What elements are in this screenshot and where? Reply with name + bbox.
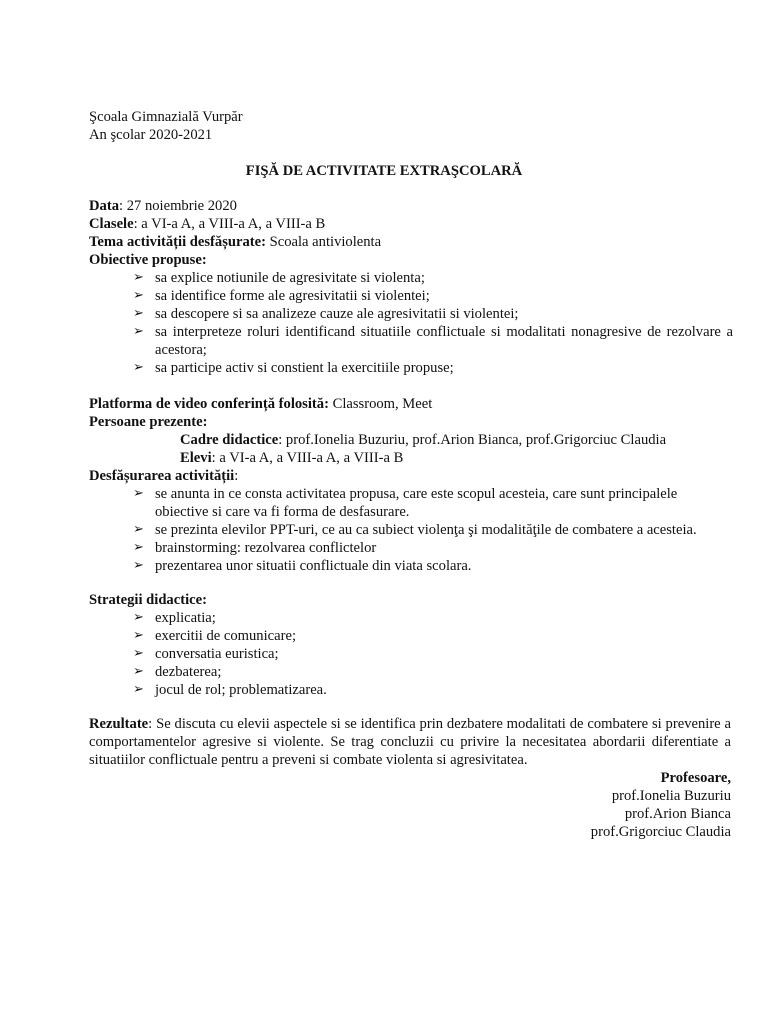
list-item: ➢ sa descopere si sa analizeze cauze ale agresivitatii si violentei; [133, 306, 519, 322]
arrow-bullet-icon: ➢ [133, 522, 144, 537]
signature-block [89, 769, 731, 841]
school-name: Şcoala Gimnazială Vurpăr [89, 109, 243, 125]
platform-line [89, 395, 731, 413]
students-value: : a VI-a A, a VIII-a A, a VIII-a B [211, 450, 404, 466]
arrow-bullet-icon: ➢ [133, 682, 144, 697]
signature-name: prof.Ionelia Buzuriu [611, 788, 731, 804]
date-line [89, 197, 731, 215]
theme-label: Tema activității desfășurate: [89, 234, 266, 250]
arrow-bullet-icon: ➢ [133, 324, 144, 339]
results-text: : Se discuta cu elevii aspectele si se identifica prin dezbatere modalitati de combatere si prevenire a comportamentelor agresive si violente. Se trag concluzii cu privire la necesitatea abordarii diferentiate a situatiilor conflictuale pentru a preveni si combate violenta si agresivitatea. [89, 716, 731, 768]
list-item: ➢ conversatia euristica; [133, 646, 279, 662]
platform-and-people [89, 395, 731, 575]
teachers-value: : prof.Ionelia Buzuriu, prof.Arion Bianca, prof.Grigorciuc Claudia [278, 432, 667, 448]
list-item: ➢ dezbaterea; [133, 664, 222, 680]
arrow-bullet-icon: ➢ [133, 558, 144, 573]
arrow-bullet-icon: ➢ [133, 270, 144, 285]
signature-name: prof.Grigorciuc Claudia [590, 824, 731, 840]
objectives-list [133, 269, 731, 377]
list-item: ➢ se anunta in ce consta activitatea propusa, care este scopul acesteia, care sunt principalele obiective si care va fi forma de desfasurare. [133, 486, 678, 520]
arrow-bullet-icon: ➢ [133, 610, 144, 625]
activity-info [89, 197, 731, 377]
arrow-bullet-icon: ➢ [133, 540, 144, 555]
teachers-line [89, 431, 731, 449]
document-title: FIŞĂ DE ACTIVITATE EXTRAŞCOLARĂ [245, 163, 523, 179]
list-item: ➢ sa participe activ si constient la exercitiile propuse; [133, 360, 454, 376]
school-year: An şcolar 2020-2021 [89, 127, 213, 143]
people-label: Persoane prezente: [89, 414, 208, 430]
strategies-label: Strategii didactice: [89, 592, 207, 608]
list-item: ➢ sa identifice forme ale agresivitatii si violentei; [133, 288, 430, 304]
arrow-bullet-icon: ➢ [133, 664, 144, 679]
results-paragraph [89, 715, 731, 769]
procedure-list [133, 485, 731, 575]
strategies-list [133, 609, 731, 699]
classes-line [89, 215, 731, 233]
list-item: ➢ explicatia; [133, 610, 216, 626]
school-header [89, 108, 731, 144]
arrow-bullet-icon: ➢ [133, 628, 144, 643]
students-line [89, 449, 731, 467]
list-item: ➢ sa explice notiunile de agresivitate si violenta; [133, 270, 425, 286]
classes-value: : a VI-a A, a VIII-a A, a VIII-a B [133, 216, 326, 232]
procedure-label: Desfășurarea activității [89, 468, 235, 484]
list-item: ➢ sa interpreteze roluri identificand situatiile conflictuale si modalitati nonagresive de rezolvare a acestora; [133, 324, 733, 358]
list-item: ➢ jocul de rol; problematizarea. [133, 682, 327, 698]
strategies-heading [89, 591, 731, 609]
signature-heading: Profesoare, [660, 770, 731, 786]
list-item: ➢ exercitii de comunicare; [133, 628, 296, 644]
theme-value: Scoala antiviolenta [265, 234, 382, 250]
teachers-label: Cadre didactice [180, 432, 279, 448]
classes-label: Clasele [89, 216, 134, 232]
date-value: : 27 noiembrie 2020 [119, 198, 237, 214]
list-item: ➢ brainstorming: rezolvarea conflictelor [133, 540, 377, 556]
arrow-bullet-icon: ➢ [133, 360, 144, 375]
signature-name: prof.Arion Bianca [624, 806, 731, 822]
arrow-bullet-icon: ➢ [133, 288, 144, 303]
platform-value: Classroom, Meet [328, 396, 433, 412]
theme-line [89, 233, 731, 251]
results-label: Rezultate [89, 716, 149, 732]
students-label: Elevi [180, 450, 212, 466]
objectives-label: Obiective propuse: [89, 252, 207, 268]
arrow-bullet-icon: ➢ [133, 486, 144, 501]
objectives-heading [89, 251, 731, 269]
list-item: ➢ prezentarea unor situatii conflictuale din viata scolara. [133, 558, 472, 574]
procedure-heading: Desfășurarea activității: [89, 468, 239, 484]
people-heading [89, 413, 731, 431]
platform-label: Platforma de video conferință folosită: [89, 396, 329, 412]
arrow-bullet-icon: ➢ [133, 306, 144, 321]
strategies-section [89, 591, 731, 699]
arrow-bullet-icon: ➢ [133, 646, 144, 661]
date-label: Data [89, 198, 119, 214]
list-item: ➢ se prezinta elevilor PPT-uri, ce au ca subiect violenţa şi modalităţile de combatere a acesteia. [133, 522, 697, 538]
